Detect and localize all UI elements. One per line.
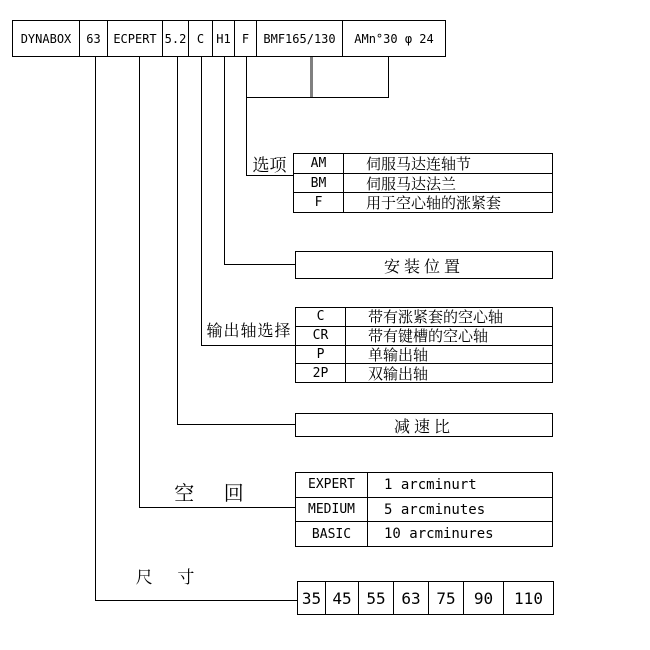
shaft-desc: 带有键槽的空心轴 — [368, 328, 489, 346]
shaft-desc: 带有涨紧套的空心轴 — [368, 309, 504, 327]
size-cell: 63 — [393, 581, 429, 615]
table-row — [294, 173, 552, 193]
output-shaft-table — [295, 307, 553, 383]
code-segment-size: 63 — [79, 20, 108, 57]
table-row — [296, 497, 552, 522]
size-cell: 35 — [297, 581, 326, 615]
output-shaft-label: 输出轴选择 — [206, 322, 292, 340]
code-segment-backlash: ECPERT — [107, 20, 163, 57]
connector-line-mounting-h — [224, 264, 295, 265]
connector-line-ratio — [177, 57, 178, 424]
connector-line-flange-highlight — [310, 57, 313, 97]
option-desc: 用于空心轴的涨紧套 — [366, 195, 502, 213]
table-row — [296, 473, 552, 497]
backlash-value: 5 arcminutes — [384, 501, 486, 518]
shaft-code: P — [296, 346, 346, 364]
mounting-position-box: 安装位置 — [295, 251, 553, 279]
option-code: F — [294, 193, 344, 212]
code-segment-brand: DYNABOX — [12, 20, 80, 57]
option-code: BM — [294, 174, 344, 193]
code-segment-mounting: H1 — [212, 20, 235, 57]
connector-line-ratio-h — [177, 424, 295, 425]
code-segment-flange: BMF165/130 — [256, 20, 343, 57]
table-row — [296, 363, 552, 382]
shaft-code: 2P — [296, 364, 346, 382]
connector-line-coupling — [388, 57, 389, 97]
connector-line-size-h — [95, 600, 297, 601]
connector-line-backlash — [139, 57, 140, 507]
size-cell: 110 — [503, 581, 554, 615]
backlash-grade: MEDIUM — [296, 498, 368, 522]
code-segment-coupling: AMn°30 φ 24 — [342, 20, 446, 57]
backlash-label: 空 回 — [174, 482, 256, 505]
table-row — [296, 345, 552, 364]
backlash-value: 1 arcminurt — [384, 476, 477, 493]
size-row — [297, 581, 554, 615]
size-cell: 55 — [358, 581, 394, 615]
connector-line-backlash-h — [139, 507, 295, 508]
backlash-value: 10 arcminures — [384, 526, 494, 543]
size-cell: 75 — [428, 581, 464, 615]
shaft-code: C — [296, 308, 346, 326]
table-row — [296, 521, 552, 546]
shaft-desc: 双输出轴 — [368, 365, 429, 383]
size-label: 尺 寸 — [135, 567, 205, 587]
option-desc: 伺服马达法兰 — [366, 175, 457, 193]
ordering-code-row — [12, 20, 446, 57]
code-segment-shaft: C — [188, 20, 213, 57]
connector-line-size — [95, 57, 96, 600]
connector-bracket — [246, 97, 389, 98]
table-row — [294, 154, 552, 173]
code-segment-option: F — [234, 20, 257, 57]
connector-line-shaft-h — [201, 345, 295, 346]
options-table — [293, 153, 553, 213]
options-label: 选项 — [252, 155, 287, 175]
connector-line-mounting — [224, 57, 225, 264]
backlash-grade: BASIC — [296, 522, 368, 546]
connector-line-shaft — [201, 57, 202, 345]
backlash-table — [295, 472, 553, 547]
option-code: AM — [294, 154, 344, 173]
code-segment-ratio: 5.2 — [162, 20, 189, 57]
table-row — [296, 326, 552, 345]
size-cell: 45 — [325, 581, 359, 615]
reduction-ratio-box: 减速比 — [295, 413, 553, 437]
option-desc: 伺服马达连轴节 — [366, 155, 472, 173]
size-cell: 90 — [463, 581, 504, 615]
table-row — [294, 192, 552, 212]
table-row — [296, 308, 552, 326]
shaft-code: CR — [296, 327, 346, 345]
shaft-desc: 单输出轴 — [368, 346, 429, 364]
backlash-grade: EXPERT — [296, 473, 368, 497]
